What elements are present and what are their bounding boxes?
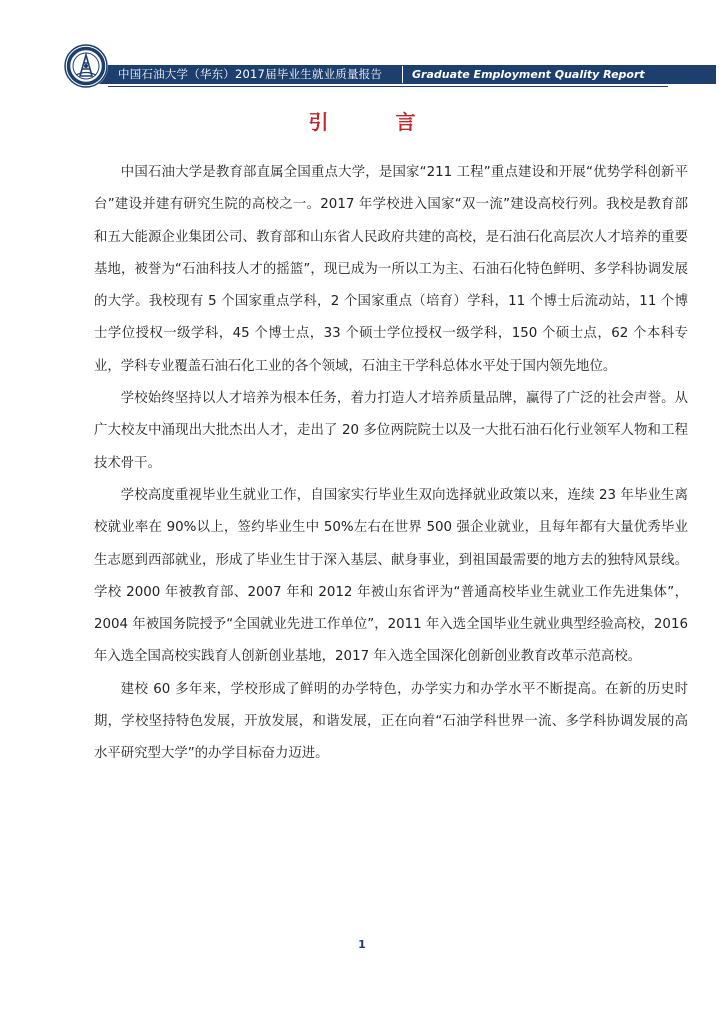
report-title-cn: 中国石油大学（华东）2017届毕业生就业质量报告 [118,67,383,81]
page-title: 引 言 [308,110,446,134]
paragraph: 学校高度重视毕业生就业工作，自国家实行毕业生双向选择就业政策以来，连续 23 年毕业生离校就业率在 90%以上，签约毕业生中 50%左右在世界 500 强企业就业，且每年都有大量优秀毕业生志愿到西部就业，形成了毕业生甘于深入基层、献身事业，到祖国最需要的地方去的独特风景线。学校 2000 年被教育部、2007 年和 2012 年被山东省评为“普通高校毕业生就业工作先进集体”，2004 年被国务院授予“全国就业先进工作单位”，2011 年入选全国毕业生就业典型经验高校，2016 年入选全国高校实践育人创新创业基地，2017 年入选全国深化创新创业教育改革示范高校。 [94,487,688,665]
header-divider [402,66,403,83]
header-band-tip [656,65,716,84]
page-header [0,0,724,100]
page-number: 1 [358,938,366,951]
header-underline [108,86,668,87]
introduction-body [94,157,688,771]
paragraph: 建校 60 多年来，学校形成了鲜明的办学特色，办学实力和办学水平不断提高。在新的历史时期，学校坚持特色发展，开放发展，和谐发展，正在向着“石油学科世界一流、多学科协调发展的高水平研究型大学”的办学目标奋力迈进。 [94,681,688,762]
report-title-en: Graduate Employment Quality Report [412,68,645,81]
paragraph: 学校始终坚持以人才培养为根本任务，着力打造人才培养质量品牌，赢得了广泛的社会声誉。从广大校友中涌现出大批杰出人才，走出了 20 多位两院院士以及一大批石油石化行业领军人物和工程技术骨干。 [94,391,688,471]
paragraph: 中国石油大学是教育部直属全国重点大学，是国家“211 工程”重点建设和开展“优势学科创新平台”建设并建有研究生院的高校之一。2017 年学校进入国家“双一流”建设高校行列。我校是教育部和五大能源企业集团公司、教育部和山东省人民政府共建的高校，是石油石化高层次人才培养的重要基地，被誉为“石油科技人才的摇篮”，现已成为一所以工为主、石油石化特色鲜明、多学科协调发展的大学。我校现有 5 个国家重点学科，2 个国家重点（培育）学科，11 个博士后流动站，11 个博士学位授权一级学科，45 个博士点，33 个硕士学位授权一级学科，150 个硕士点，62 个本科专业，学科专业覆盖石油石化工业的各个领域，石油主干学科总体水平处于国内领先地位。 [94,165,688,374]
university-emblem-icon [64,44,108,88]
